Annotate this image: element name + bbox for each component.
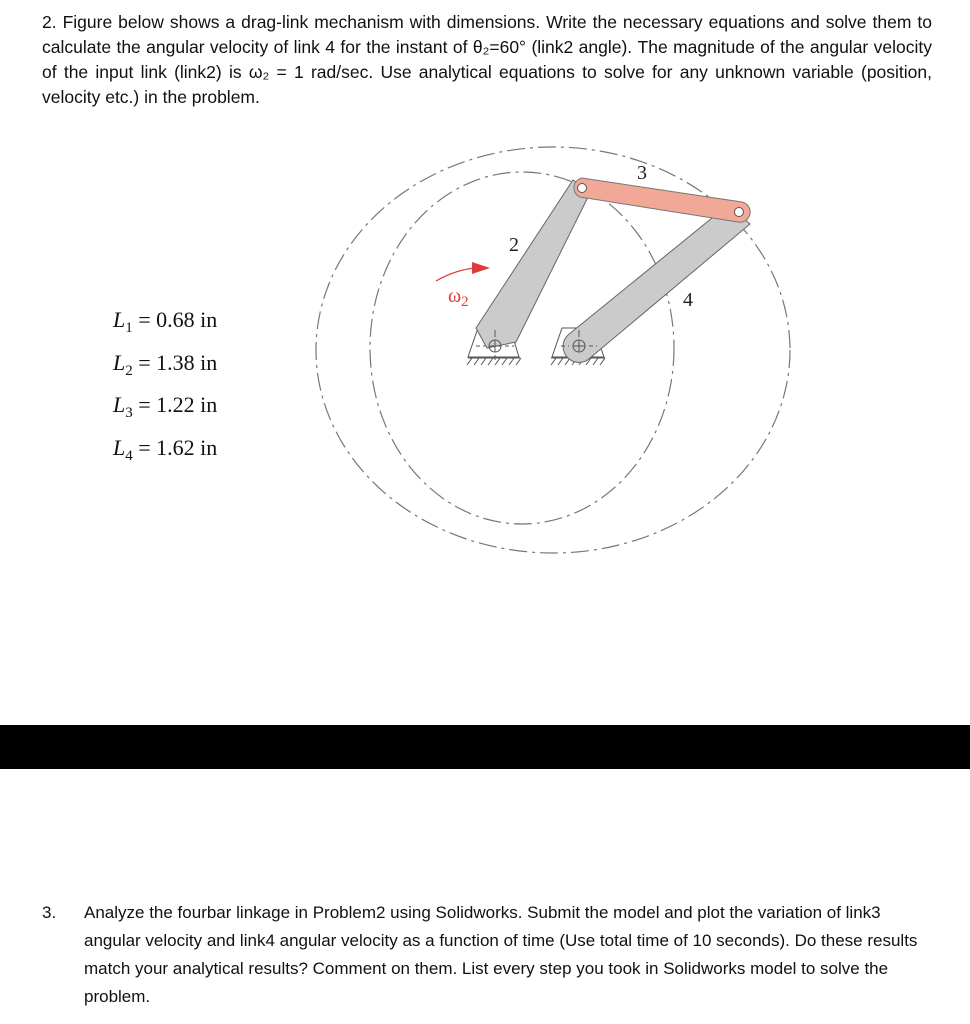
problem-3-statement bbox=[42, 899, 942, 1011]
length-l3: $L_3 = 1.22$ in bbox=[113, 392, 218, 421]
pin-a bbox=[578, 184, 587, 193]
omega2-label: $\omega_2$ bbox=[448, 285, 469, 310]
length-l4: $L_4 = 1.62$ in bbox=[113, 434, 218, 464]
link-2 bbox=[476, 180, 590, 348]
link2-path-circle bbox=[370, 172, 674, 524]
link4-label: 4 bbox=[683, 289, 693, 311]
omega2-arrow-icon bbox=[436, 262, 490, 281]
link-3-coupler bbox=[574, 178, 750, 222]
redaction-bar bbox=[0, 725, 970, 769]
length-l2: $L_2 = 1.38$ in bbox=[113, 349, 218, 379]
length-l1: $L_1 = 0.68$ in bbox=[113, 307, 218, 336]
problem-3-text: Analyze the fourbar linkage in Problem2 using Solidworks. Submit the model and plot the variation of link3 angular velocity and link4 angular velocity as a function of time (Use total time of 10 seconds). Do these results match your analytical results? Comment on them. List every step you took in Solidworks model to solve the problem. bbox=[84, 903, 918, 1006]
link2-label: 2 bbox=[509, 234, 519, 256]
link3-label: 3 bbox=[637, 162, 647, 184]
link-lengths bbox=[113, 303, 217, 473]
problem-3-number: 3. bbox=[42, 903, 57, 922]
link-4 bbox=[563, 205, 750, 362]
problem-2-statement: 2. Figure below shows a drag-link mechanism with dimensions. Write the necessary equations and solve them to calculate the angular velocity of link 4 for the instant of θ₂=60° (link2 angle). The magnitude of the angular velocity of the input link (link2) is ω₂ = 1 rad/sec. Use analytical equations to solve for any unknown variable (position, velocity etc.) in the problem. bbox=[42, 12, 932, 107]
pin-b bbox=[735, 208, 744, 217]
